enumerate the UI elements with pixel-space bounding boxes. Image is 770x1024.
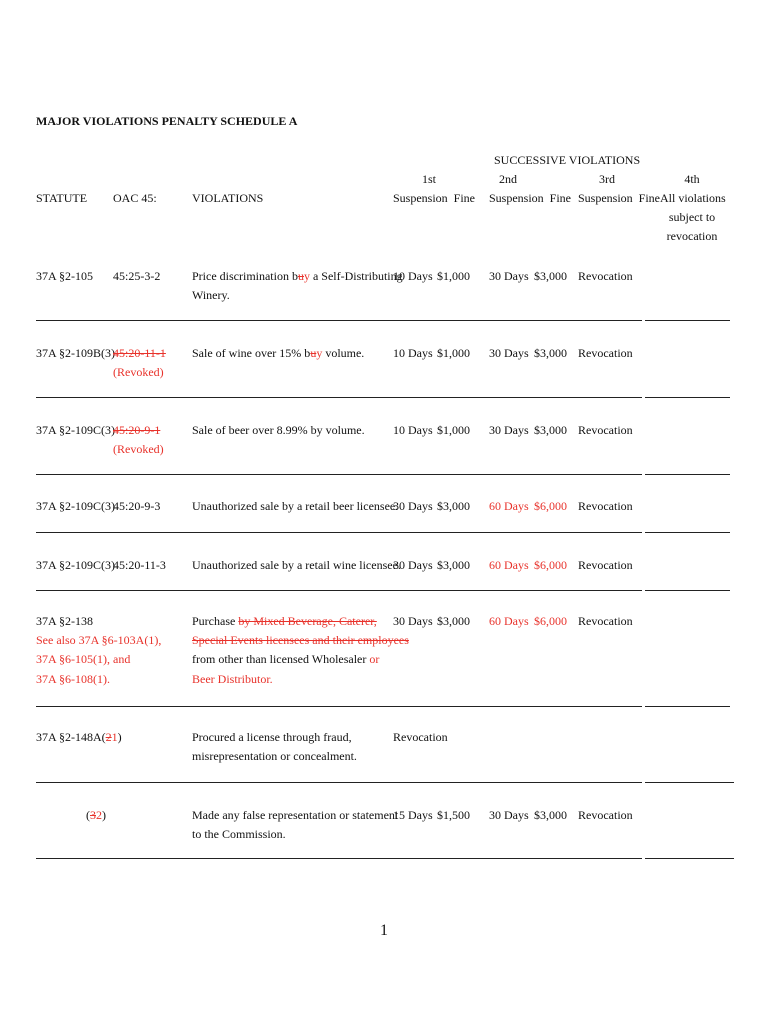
- violation-cell: Price discrimination buy a Self-Distributing: [192, 269, 403, 283]
- first-fine-cell: $1,500: [437, 808, 470, 822]
- violation-cell: Made any false representation or statement: [192, 808, 399, 822]
- first-fine-cell: $3,000: [437, 614, 470, 628]
- violation-cell-line4: Beer Distributor.: [192, 672, 273, 686]
- violation-cell: Procured a license through fraud,: [192, 730, 352, 744]
- second-fine-cell: $3,000: [534, 808, 567, 822]
- first-suspension-cell: 30 Days: [393, 499, 433, 513]
- statute-cell-see-also-line3: 37A §6-108(1).: [36, 672, 110, 686]
- second-fine-cell: $3,000: [534, 269, 567, 283]
- first-penalty-cell: Revocation: [393, 730, 448, 744]
- violation-cell-line2: Winery.: [192, 288, 230, 302]
- row-divider: [36, 782, 734, 783]
- oac-cell: 45:20-11-3: [113, 558, 166, 572]
- violation-cell: Sale of beer over 8.99% by volume.: [192, 423, 365, 437]
- third-penalty-cell: Revocation: [578, 614, 633, 628]
- statute-cell: 37A §2-148A(21): [36, 730, 122, 744]
- oac-cell-struck: 45:20-11-1: [113, 346, 166, 360]
- first-suspension-cell: 30 Days: [393, 614, 433, 628]
- oac-cell: 45:25-3-2: [113, 269, 161, 283]
- statute-cell-see-also-line2: 37A §6-105(1), and: [36, 652, 131, 666]
- violation-cell-struck-line: Special Events licensees and their employees: [192, 633, 409, 647]
- second-suspension-cell: 30 Days: [489, 269, 529, 283]
- third-penalty-cell: Revocation: [578, 346, 633, 360]
- first-fine-cell: $1,000: [437, 423, 470, 437]
- header-violations: VIOLATIONS: [192, 191, 264, 205]
- statute-cell: (32): [86, 808, 106, 822]
- header-fourth-line2: subject to: [668, 210, 716, 224]
- statute-cell: 37A §2-109B(3): [36, 346, 115, 360]
- first-suspension-cell: 10 Days: [393, 346, 433, 360]
- row-divider: [36, 397, 730, 398]
- third-penalty-cell: Revocation: [578, 269, 633, 283]
- first-fine-cell: $3,000: [437, 558, 470, 572]
- row-divider: [36, 858, 734, 859]
- oac-cell-note: (Revoked): [113, 442, 164, 456]
- first-suspension-cell: 30 Days: [393, 558, 433, 572]
- header-third-columns: Suspension Fine: [578, 191, 661, 205]
- statute-cell: 37A §2-109C(3): [36, 558, 115, 572]
- second-fine-cell: $6,000: [534, 558, 567, 572]
- header-successive-violations: SUCCESSIVE VIOLATIONS: [494, 153, 641, 167]
- oac-cell: 45:20-9-3: [113, 499, 161, 513]
- violation-cell: Purchase by Mixed Beverage, Caterer,: [192, 614, 377, 628]
- statute-cell-see-also: See also 37A §6-103A(1),: [36, 633, 162, 647]
- header-first-columns: Suspension Fine: [393, 191, 476, 205]
- header-fourth-line3: revocation: [666, 229, 718, 243]
- second-suspension-cell: 60 Days: [489, 499, 529, 513]
- third-penalty-cell: Revocation: [578, 423, 633, 437]
- third-penalty-cell: Revocation: [578, 558, 633, 572]
- header-fourth-line1: All violations: [660, 191, 726, 205]
- statute-cell: 37A §2-109C(3): [36, 499, 115, 513]
- violation-cell-line3: from other than licensed Wholesaler or: [192, 652, 380, 666]
- first-fine-cell: $1,000: [437, 269, 470, 283]
- violation-cell-line2: misrepresentation or concealment.: [192, 749, 357, 763]
- header-third: 3rd: [599, 172, 615, 186]
- first-suspension-cell: 10 Days: [393, 423, 433, 437]
- first-suspension-cell: 10 Days: [393, 269, 433, 283]
- second-suspension-cell: 30 Days: [489, 808, 529, 822]
- page-number: 1: [380, 922, 388, 939]
- row-divider: [36, 320, 730, 321]
- row-divider: [36, 706, 730, 707]
- row-divider: [36, 532, 730, 533]
- first-fine-cell: $3,000: [437, 499, 470, 513]
- row-divider: [36, 474, 730, 475]
- second-suspension-cell: 30 Days: [489, 423, 529, 437]
- header-oac: OAC 45:: [113, 191, 157, 205]
- third-penalty-cell: Revocation: [578, 499, 633, 513]
- second-fine-cell: $6,000: [534, 499, 567, 513]
- violation-cell-line2: to the Commission.: [192, 827, 286, 841]
- second-fine-cell: $3,000: [534, 346, 567, 360]
- statute-cell: 37A §2-138: [36, 614, 93, 628]
- header-fourth: 4th: [684, 172, 700, 186]
- statute-cell: 37A §2-109C(3): [36, 423, 115, 437]
- violation-cell: Sale of wine over 15% buy volume.: [192, 346, 365, 360]
- second-suspension-cell: 60 Days: [489, 558, 529, 572]
- header-first: 1st: [421, 172, 436, 186]
- oac-cell-struck: 45:20-9-1: [113, 423, 161, 437]
- first-fine-cell: $1,000: [437, 346, 470, 360]
- oac-cell-note: (Revoked): [113, 365, 164, 379]
- header-second-columns: Suspension Fine: [489, 191, 572, 205]
- page-title: MAJOR VIOLATIONS PENALTY SCHEDULE A: [36, 114, 298, 128]
- first-suspension-cell: 15 Days: [393, 808, 433, 822]
- second-suspension-cell: 60 Days: [489, 614, 529, 628]
- statute-cell: 37A §2-105: [36, 269, 93, 283]
- second-fine-cell: $6,000: [534, 614, 567, 628]
- row-divider: [36, 590, 730, 591]
- third-penalty-cell: Revocation: [578, 808, 633, 822]
- header-second: 2nd: [499, 172, 517, 186]
- violation-cell: Unauthorized sale by a retail wine licensee.: [192, 558, 401, 572]
- second-suspension-cell: 30 Days: [489, 346, 529, 360]
- second-fine-cell: $3,000: [534, 423, 567, 437]
- header-statute: STATUTE: [36, 191, 88, 205]
- violation-cell: Unauthorized sale by a retail beer licensee.: [192, 499, 399, 513]
